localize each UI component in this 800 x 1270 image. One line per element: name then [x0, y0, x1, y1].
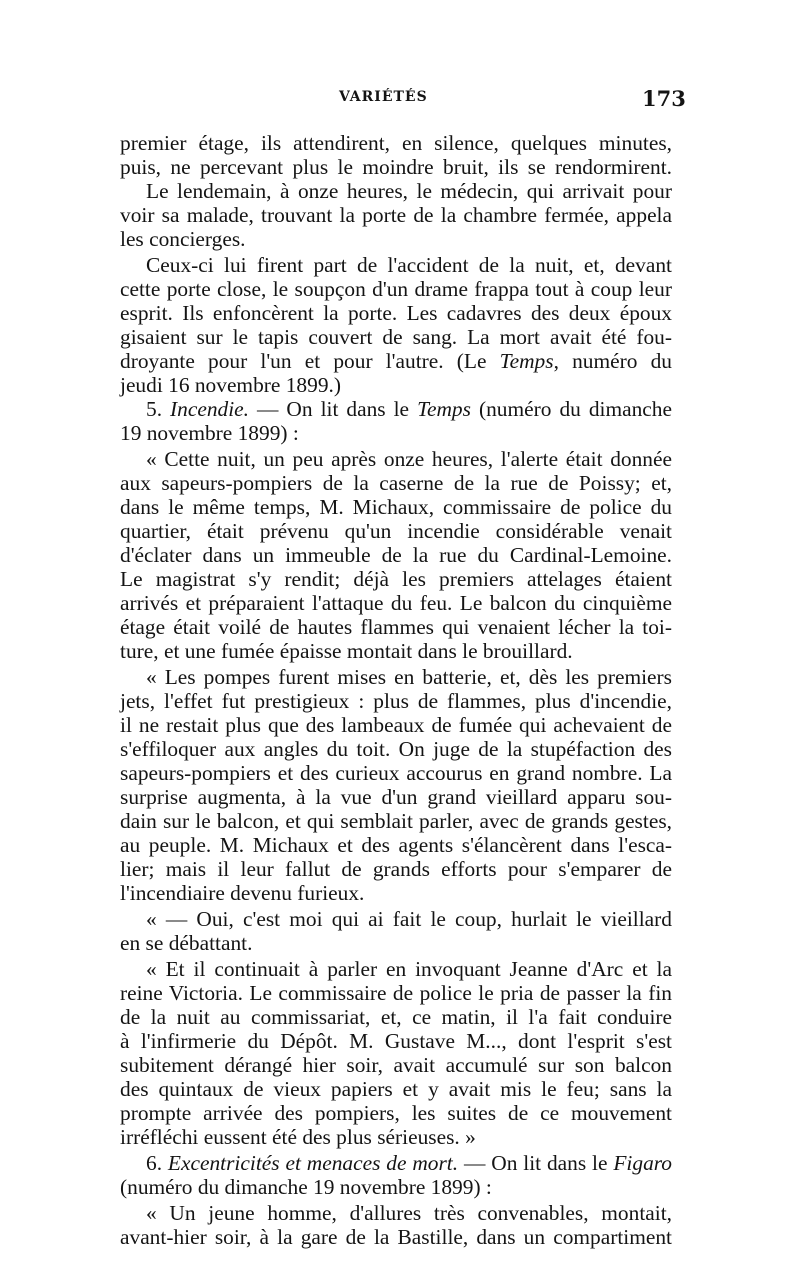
- text-line: « Cette nuit, un peu après onze heures, l'alerte était donnée: [146, 447, 672, 471]
- text-line: à l'infirmerie du Dépôt. M. Gustave M..., dont l'esprit s'est: [120, 1029, 672, 1053]
- text-line: étage était voilé de hautes flammes qui venaient lécher la toi-: [120, 615, 672, 639]
- text-line: « — Oui, c'est moi qui ai fait le coup, hurlait le vieillard: [146, 907, 672, 931]
- text-line: aux sapeurs-pompiers de la caserne de la rue de Poissy; et,: [120, 471, 672, 495]
- text-line: cette porte close, le soupçon d'un drame frappa tout à coup leur: [120, 277, 672, 301]
- page-number: 173: [642, 86, 686, 111]
- text-line: Le magistrat s'y rendit; déjà les premiers attelages étaient: [120, 567, 672, 591]
- text-line: de la nuit au commissariat, et, ce matin, il l'a fait conduire: [120, 1005, 672, 1029]
- text-line: 6. Excentricités et menaces de mort. — On lit dans le Figaro: [146, 1151, 672, 1175]
- text-line: les concierges.: [120, 227, 246, 251]
- text-line: ture, et une fumée épaisse montait dans le brouillard.: [120, 639, 573, 663]
- text-line: Le lendemain, à onze heures, le médecin, qui arrivait pour: [146, 179, 672, 203]
- text-line: surprise augmenta, à la vue d'un grand vieillard apparu sou-: [120, 785, 672, 809]
- text-line: Ceux-ci lui firent part de l'accident de la nuit, et, devant: [146, 253, 672, 277]
- text-line: au peuple. M. Michaux et des agents s'élancèrent dans l'esca-: [120, 833, 672, 857]
- text-line: quartier, était prévenu qu'un incendie considérable venait: [120, 519, 672, 543]
- text-line: premier étage, ils attendirent, en silence, quelques minutes,: [120, 131, 672, 155]
- text-line: lier; mais il leur fallut de grands efforts pour s'emparer de: [120, 857, 672, 881]
- text-line: irréfléchi eussent été des plus sérieuses. »: [120, 1125, 476, 1149]
- text-line: subitement dérangé hier soir, avait accumulé sur son balcon: [120, 1053, 672, 1077]
- page-header: [0, 86, 800, 114]
- text-line: gisaient sur le tapis couvert de sang. La mort avait été fou-: [120, 325, 672, 349]
- text-line: avant-hier soir, à la gare de la Bastille, dans un compartiment: [120, 1225, 672, 1249]
- text-line: droyante pour l'un et pour l'autre. (Le Temps, numéro du: [120, 349, 672, 373]
- text-line: dans le même temps, M. Michaux, commissaire de police du: [120, 495, 672, 519]
- text-line: 5. Incendie. — On lit dans le Temps (numéro du dimanche: [146, 397, 672, 421]
- text-line: puis, ne percevant plus le moindre bruit, ils se rendormirent.: [120, 155, 672, 179]
- running-title: VARIÉTÉS: [339, 89, 428, 105]
- text-line: jeudi 16 novembre 1899.): [120, 373, 341, 397]
- text-line: l'incendiaire devenu furieux.: [120, 881, 365, 905]
- text-line: voir sa malade, trouvant la porte de la chambre fermée, appela: [120, 203, 672, 227]
- text-line: en se débattant.: [120, 931, 253, 955]
- text-line: sapeurs-pompiers et des curieux accourus en grand nombre. La: [120, 761, 672, 785]
- text-line: esprit. Ils enfoncèrent la porte. Les cadavres des deux époux: [120, 301, 672, 325]
- text-line: « Les pompes furent mises en batterie, et, dès les premiers: [146, 665, 672, 689]
- text-line: « Un jeune homme, d'allures très convenables, montait,: [146, 1201, 672, 1225]
- text-line: 19 novembre 1899) :: [120, 421, 299, 445]
- text-line: « Et il continuait à parler en invoquant Jeanne d'Arc et la: [146, 957, 672, 981]
- text-line: des quintaux de vieux papiers et y avait mis le feu; sans la: [120, 1077, 672, 1101]
- text-line: reine Victoria. Le commissaire de police le pria de passer la fin: [120, 981, 672, 1005]
- text-line: dain sur le balcon, et qui semblait parler, avec de grands gestes,: [120, 809, 672, 833]
- text-line: d'éclater dans un immeuble de la rue du Cardinal-Lemoine.: [120, 543, 672, 567]
- text-line: jets, l'effet fut prestigieux : plus de flammes, plus d'incendie,: [120, 689, 672, 713]
- text-line: arrivés et préparaient l'attaque du feu. Le balcon du cinquième: [120, 591, 672, 615]
- text-line: s'effiloquer aux angles du toit. On juge de la stupéfaction des: [120, 737, 672, 761]
- text-line: il ne restait plus que des lambeaux de fumée qui achevaient de: [120, 713, 672, 737]
- text-line: prompte arrivée des pompiers, les suites de ce mouvement: [120, 1101, 672, 1125]
- text-line: (numéro du dimanche 19 novembre 1899) :: [120, 1175, 492, 1199]
